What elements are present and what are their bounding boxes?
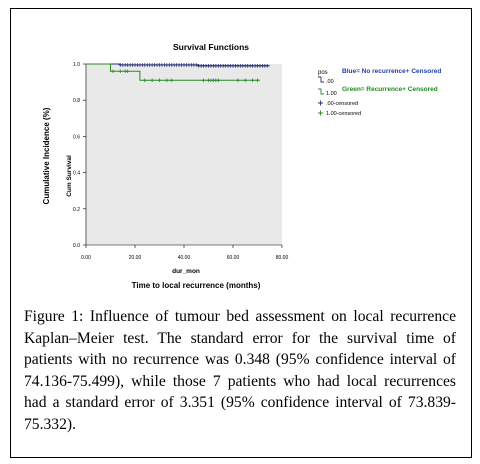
survival-chart	[19, 16, 465, 302]
legend-label-2: .00-censored	[326, 101, 359, 107]
x-axis-label: dur_mon	[172, 268, 200, 275]
legend-swatch-2	[318, 101, 323, 106]
green-note: Green= Recurrence+ Censored	[342, 86, 438, 93]
x-tick-label: 60.00	[226, 255, 240, 261]
x-tick-label: 80.00	[275, 255, 289, 261]
chart-title: Survival Functions	[172, 42, 250, 52]
y-tick-label: 1.0	[73, 62, 80, 68]
caption-text: Influence of tumour bed assessment on local recurrence Kaplan–Meier test. The standard error for the survival time of patients with no recurrence was 0.348 (95% confidence interval of 74.136-75.499), while those 7 patients who had local recurrences had a standard error of 3.351 (95% confidence interval of 73.839-75.332).	[24, 308, 456, 433]
legend-label-0: .00	[326, 79, 334, 85]
y-tick-label: 0.0	[73, 243, 80, 249]
caption-label: Figure 1:	[24, 308, 84, 325]
legend-swatch-0	[318, 77, 324, 82]
outer-y-label: Cumulative Incidence (%)	[42, 107, 51, 205]
y-axis-label: Cum Survival	[66, 155, 73, 197]
y-tick-label: 0.4	[73, 170, 80, 177]
legend-label-3: 1.00-censored	[326, 111, 362, 117]
legend-swatch-3	[318, 111, 323, 116]
outer-x-label: Time to local recurrence (months)	[131, 281, 261, 290]
plot-area	[86, 64, 282, 245]
y-tick-label: 0.8	[73, 98, 80, 105]
x-tick-label: 0.00	[81, 255, 91, 261]
legend-label-1: 1.00	[326, 91, 337, 97]
figure-caption	[24, 306, 456, 435]
legend-swatch-1	[318, 89, 324, 94]
blue-note: Blue= No recurrence+ Censored	[342, 68, 442, 75]
chart-panel	[19, 16, 465, 302]
legend-title: pos	[318, 70, 328, 76]
x-tick-label: 40.00	[177, 255, 191, 261]
y-tick-label: 0.6	[73, 134, 80, 141]
x-tick-label: 20.00	[128, 255, 142, 261]
y-tick-label: 0.2	[73, 206, 80, 213]
